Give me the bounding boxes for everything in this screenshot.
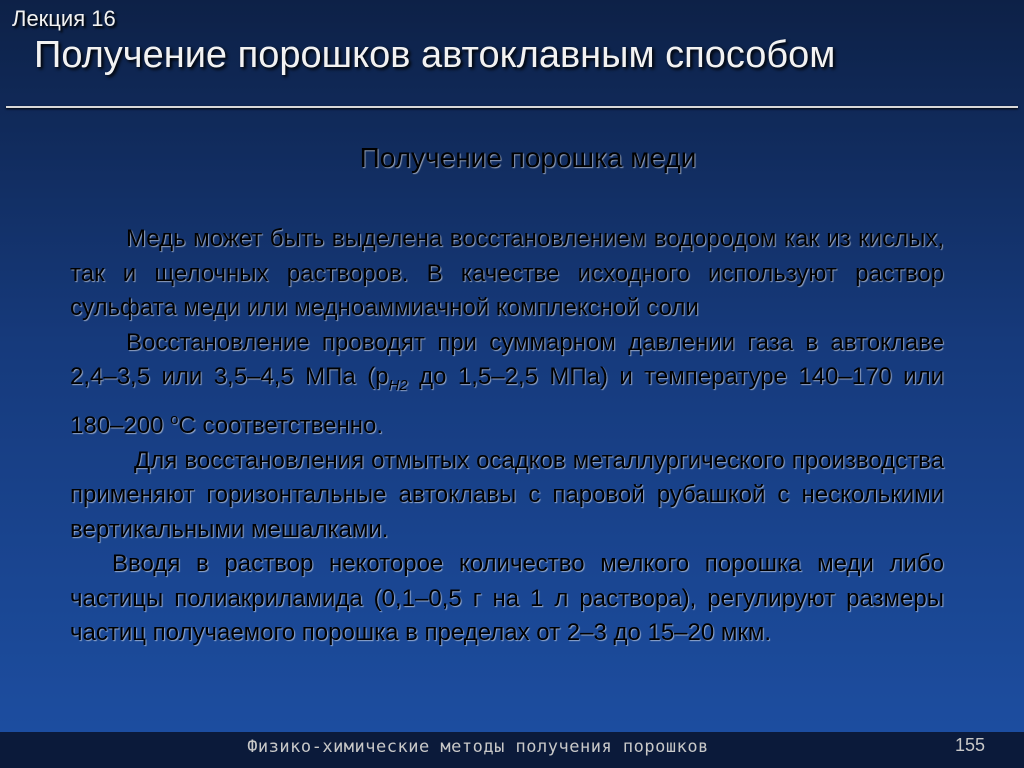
paragraph-4: Вводя в раствор некоторое количество мелкого порошка меди либо частицы полиакриламида (0,1–0,5 г на 1 л раствора), регулируют размеры частиц получаемого порошка в пределах от 2–3 до 15–20 мкм. xyxy=(70,550,944,647)
slide-title: Получение порошков автоклавным способом xyxy=(34,34,836,76)
title-divider xyxy=(6,106,1018,108)
lecture-label: Лекция 16 xyxy=(12,6,116,31)
page-number: 155 xyxy=(955,735,986,755)
slide-body xyxy=(70,222,944,651)
degree-superscript: о xyxy=(170,411,179,429)
section-subtitle: Получение порошка меди xyxy=(359,142,697,173)
footer-course-title: Физико-химические методы получения порошков xyxy=(247,737,709,757)
paragraph-3: Для восстановления отмытых осадков металлургического производства применяют горизонтальные автоклавы с паровой рубашкой с несколькими вертикальными мешалками. xyxy=(70,446,944,543)
paragraph-1: Медь может быть выделена восстановлением водородом как из кислых, так и щелочных растворов. В качестве исходного используют раствор сульфата меди или медноаммиачной комплексной соли xyxy=(70,225,944,321)
pressure-subscript: Н2 xyxy=(388,376,408,394)
paragraph-2: Восстановление проводят при суммарном давлении газа в автоклаве 2,4–3,5 или 3,5–4,5 МПа ($р_{Н2}$ до 1,5–2,5 МПа) и температуре 140–170 или 180–200 $^о$С соответственно. xyxy=(70,328,944,440)
